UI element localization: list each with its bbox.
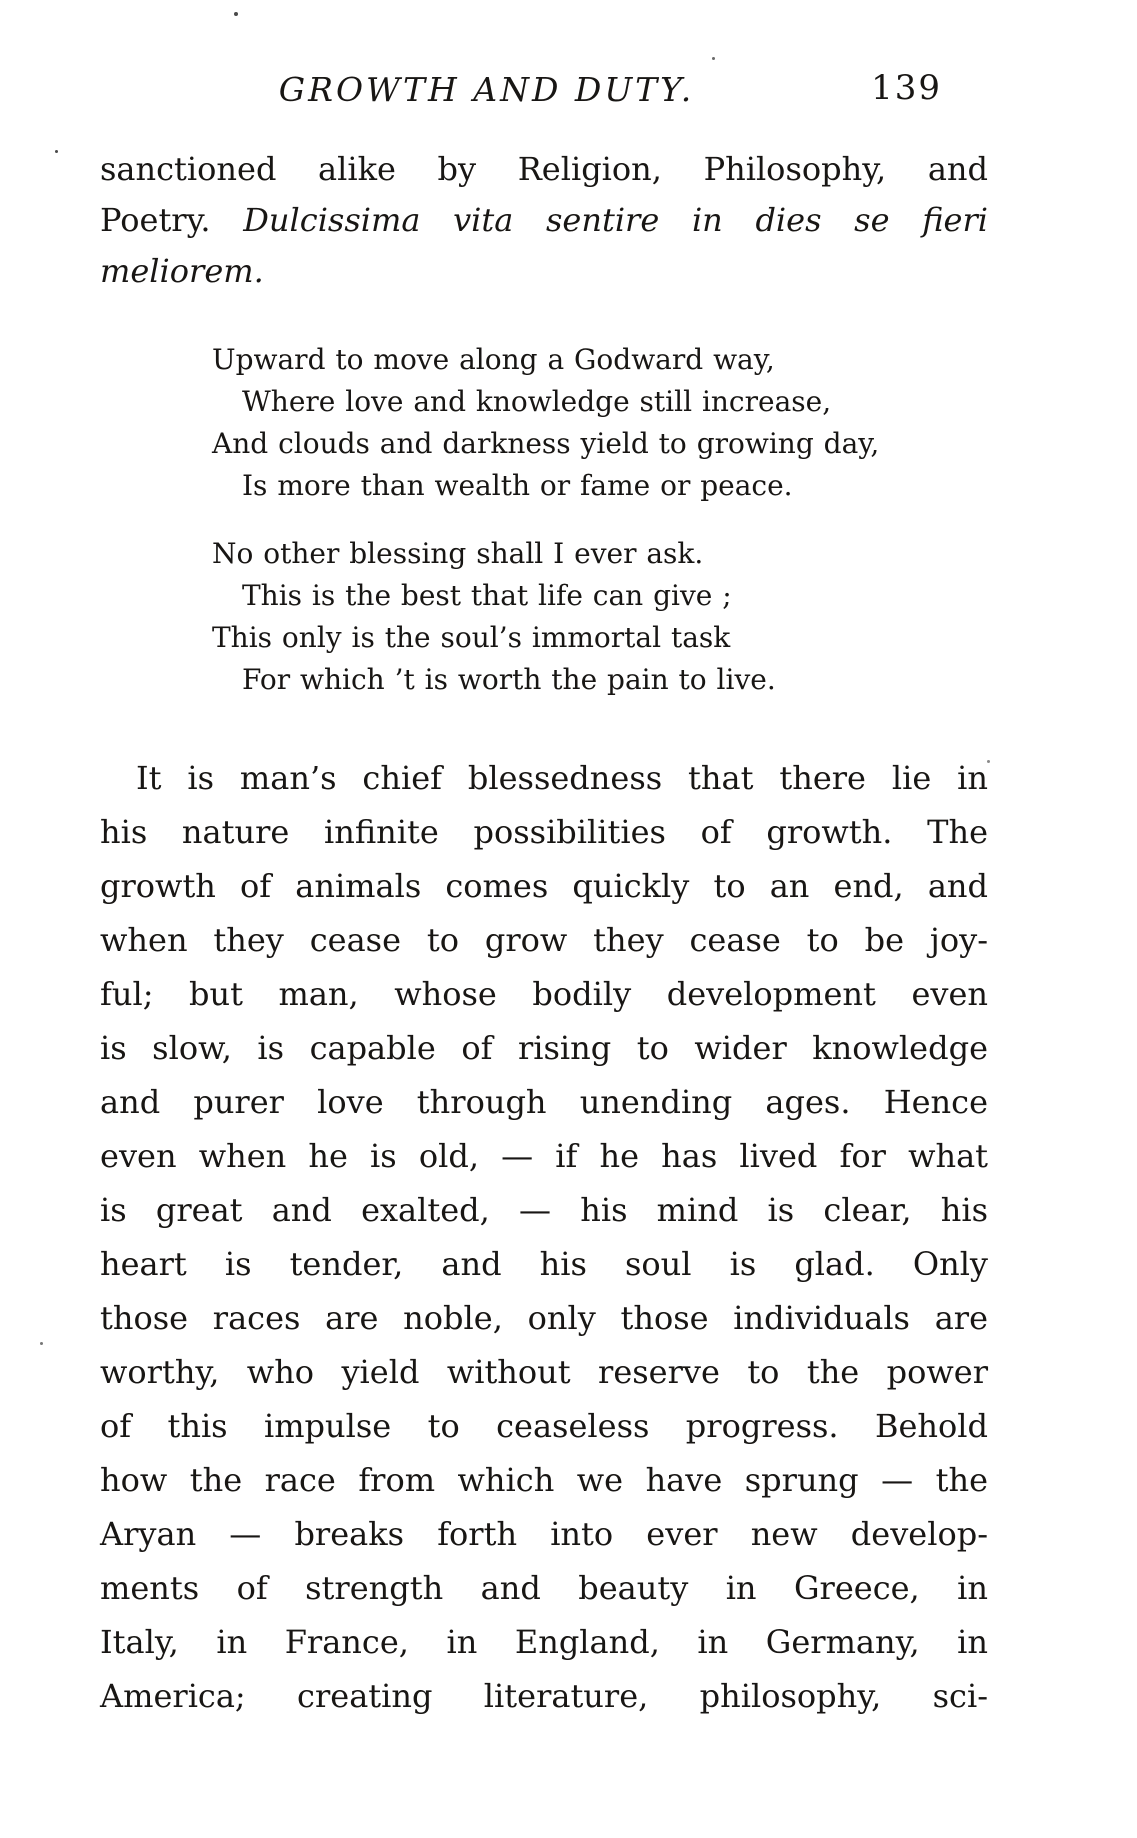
text-line — [100, 1345, 988, 1399]
page-number: 139 — [871, 68, 942, 108]
text-segment: when they cease to grow they cease to be joy- — [100, 921, 988, 959]
text-line — [100, 913, 988, 967]
scan-speck — [55, 150, 58, 153]
text-segment: And clouds and darkness yield to growing day, — [212, 427, 880, 460]
main-paragraph — [100, 751, 988, 1723]
text-line — [100, 1669, 988, 1723]
text-segment: Aryan — breaks forth into ever new develop- — [100, 1515, 988, 1553]
text-column — [100, 0, 988, 1723]
text-line — [212, 617, 988, 659]
text-line — [100, 1399, 988, 1453]
text-segment: This only is the soul’s immortal task — [212, 621, 731, 654]
running-title: GROWTH AND DUTY. — [278, 70, 695, 109]
page-header — [100, 70, 988, 116]
text-line — [100, 1615, 988, 1669]
text-segment: even when he is old, — if he has lived for what — [100, 1137, 988, 1175]
text-segment: Where love and knowledge still increase, — [242, 385, 832, 418]
text-segment: heart is tender, and his soul is glad. Only — [100, 1245, 988, 1283]
text-segment: This is the best that life can give ; — [242, 579, 732, 612]
text-line — [100, 1237, 988, 1291]
text-line — [212, 533, 988, 575]
text-segment: how the race from which we have sprung — the — [100, 1461, 988, 1499]
text-segment: Poetry. — [100, 201, 244, 239]
text-segment: worthy, who yield without reserve to the power — [100, 1353, 988, 1391]
scan-speck — [40, 1342, 43, 1345]
text-segment: is slow, is capable of rising to wider knowledge — [100, 1029, 988, 1067]
text-segment: of this impulse to ceaseless progress. Behold — [100, 1407, 988, 1445]
italic-text-segment: meliorem. — [100, 252, 264, 290]
text-segment: No other blessing shall I ever ask. — [212, 537, 704, 570]
text-line — [100, 805, 988, 859]
text-line — [100, 967, 988, 1021]
text-line — [100, 1507, 988, 1561]
text-line — [212, 659, 988, 701]
text-line — [100, 1075, 988, 1129]
italic-text-segment: Dulcissima vita sentire in dies se fieri — [243, 201, 989, 239]
text-line — [100, 1561, 988, 1615]
text-line — [100, 1129, 988, 1183]
text-line — [100, 1183, 988, 1237]
text-line — [212, 465, 988, 507]
text-line — [100, 246, 988, 297]
text-segment: those races are noble, only those individuals are — [100, 1299, 988, 1337]
text-line — [212, 575, 988, 617]
poem-stanza-2 — [212, 533, 988, 701]
text-line — [212, 423, 988, 465]
text-line — [100, 1021, 988, 1075]
text-segment: and purer love through unending ages. Hence — [100, 1083, 988, 1121]
text-line — [100, 751, 988, 805]
text-segment: America; creating literature, philosophy, sci- — [100, 1677, 988, 1715]
text-segment: Italy, in France, in England, in Germany, in — [100, 1623, 988, 1661]
text-segment: growth of animals comes quickly to an end, and — [100, 867, 988, 905]
text-segment: ments of strength and beauty in Greece, in — [100, 1569, 988, 1607]
text-segment: sanctioned alike by Religion, Philosophy, and — [100, 150, 988, 188]
text-line — [212, 339, 988, 381]
text-line — [100, 1291, 988, 1345]
text-line — [100, 859, 988, 913]
text-segment: For which ’t is worth the pain to live. — [242, 663, 776, 696]
text-line — [212, 381, 988, 423]
text-segment: is great and exalted, — his mind is clear, his — [100, 1191, 988, 1229]
text-segment: Is more than wealth or fame or peace. — [242, 469, 793, 502]
text-segment: his nature infinite possibilities of growth. The — [100, 813, 988, 851]
intro-paragraph — [100, 144, 988, 297]
text-line — [100, 1453, 988, 1507]
poem-stanza-1 — [212, 339, 988, 507]
text-segment: Upward to move along a Godward way, — [212, 343, 775, 376]
text-segment: It is man’s chief blessedness that there lie in — [136, 759, 988, 797]
text-line — [100, 144, 988, 195]
text-line — [100, 195, 988, 246]
text-segment: ful; but man, whose bodily development even — [100, 975, 988, 1013]
